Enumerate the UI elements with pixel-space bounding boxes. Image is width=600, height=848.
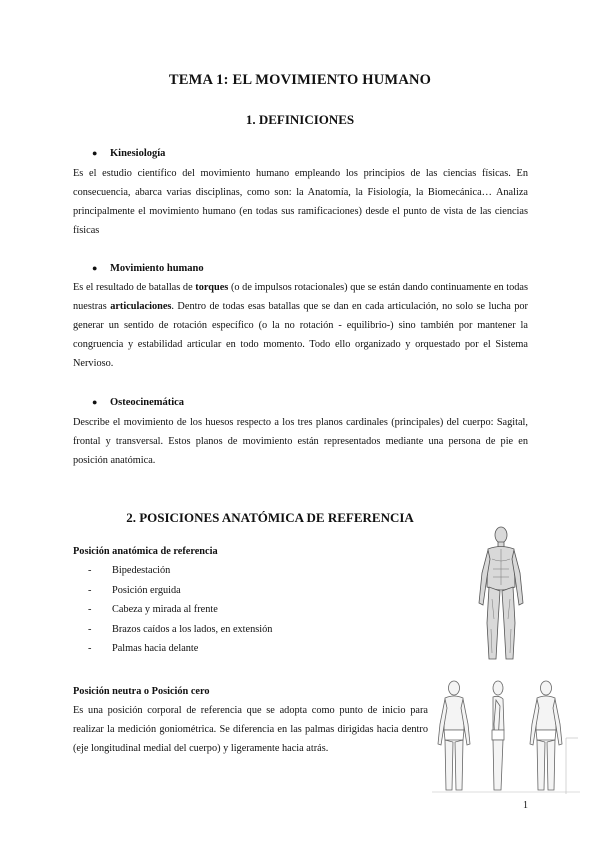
list-item: - Cabeza y mirada al frente [88, 604, 218, 615]
definition-term-osteocinematica: ● Osteocinemática [92, 397, 185, 408]
subsection-title-posicion-neutra: Posición neutra o Posición cero [73, 686, 210, 697]
definition-body-osteocinematica: Describe el movimiento de los huesos respecto a los tres planos cardinales (principales) del cuerpo: Sagital, frontal y transversal. Estos planos de movimiento están representados mediante una persona de pie en posición anatómica. [73, 417, 528, 466]
definition-body-movimiento-humano: Es el resultado de batallas de torques (o de impulsos rotacionales) que se están dando continuamente en todas nuestras articulaciones. Dentro de todas esas batallas que se dan en cada articulación, no solo se lucha por generar un sentido de rotación específico (o la no rotación - equilibrio-) sino también por mantener la congruencia y estabilidad articular en todo momento. Todo ello organizado y orquestado por el Sistema Nervioso. [73, 282, 528, 369]
bullet-icon: ● [92, 148, 98, 158]
list-item: - Palmas hacia delante [88, 643, 199, 654]
document-title: TEMA 1: EL MOVIMIENTO HUMANO [168, 72, 432, 88]
bold-term-articulaciones: articulaciones [110, 301, 172, 312]
anatomical-position-figure [470, 525, 532, 665]
anatomical-position-list [88, 561, 272, 659]
section-heading-definiciones: 1. DEFINICIONES [245, 112, 355, 127]
definition-term-movimiento-humano: ● Movimiento humano [92, 263, 204, 274]
section-heading-posiciones: 2. POSICIONES ANATÓMICA DE REFERENCIA [126, 510, 414, 525]
subsection-title-posicion-anatomica: Posición anatómica de referencia [73, 546, 218, 557]
list-item: - Bipedestación [88, 565, 171, 576]
bullet-icon: ● [92, 397, 98, 407]
bullet-icon: ● [92, 263, 98, 273]
definition-body-kinesiologia: Es el estudio científico del movimiento humano empleando los principios de las ciencias físicas. En consecuencia, abarca varias disciplinas, como son: la Anatomía, la Fisiología, la Biomecánica… Analiza principalmente el movimiento humano (en todas sus ramificaciones) desde el punto de vista de las ciencias físicas [73, 168, 528, 236]
list-item: - Posición erguida [88, 584, 181, 596]
list-item: - Brazos caídos a los lados, en extensión [88, 623, 273, 635]
subsection-body-posicion-neutra: Es una posición corporal de referencia que se adopta como punto de inicio para realizar la medición goniométrica. Se diferencia en las palmas dirigidas hacia dentro (eje longitudinal medial del cuerpo) y ligeramente hacia atrás. [73, 705, 428, 754]
bold-term-torques: torques [195, 282, 229, 293]
page-number: 1 [523, 800, 528, 811]
definition-term-kinesiologia: ● Kinesiología [92, 148, 166, 159]
neutral-position-figures [432, 678, 582, 796]
